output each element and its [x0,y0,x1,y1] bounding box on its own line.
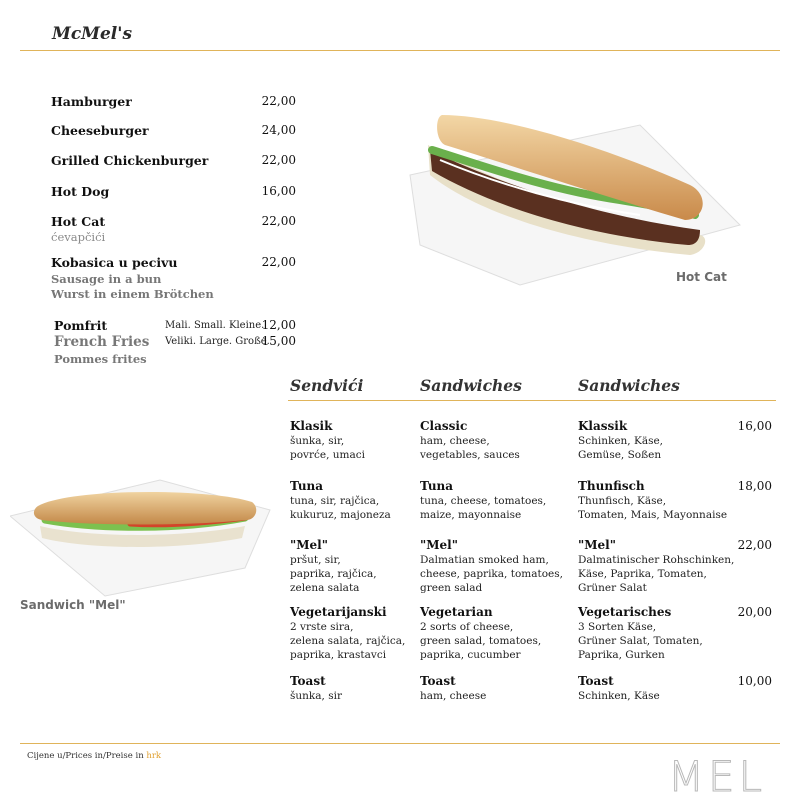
sandwich-desc-hr: šunka, sir, povrće, umaci [290,435,365,461]
footer-note-text: Cijene u/Prices in/Preise in [27,751,147,761]
sandwich-desc-en: ham, cheese, vegetables, sauces [420,435,520,461]
hot-cat-caption: Hot Cat [676,270,727,284]
sandwich-name-en: Vegetarian [420,605,493,619]
fries-name: Pomfrit [54,318,108,333]
sandwich-name-en: Tuna [420,479,454,493]
burger-item-name: Cheeseburger [51,123,149,138]
sandwich-name-de: Thunfisch [578,479,645,493]
sandwich-price: 18,00 [737,479,772,493]
sandwich-desc-en: ham, cheese [420,690,487,702]
sandwich-name-hr: Klasik [290,419,333,433]
sandwich-desc-de: Thunfisch, Käse, Tomaten, Mais, Mayonnaise [578,495,728,521]
burger-item-price: 22,00 [261,153,296,167]
header-english: Sandwiches [420,376,522,395]
sandwich-price: 16,00 [737,419,772,433]
burger-item-subtitle: ćevapčići [51,230,106,244]
burger-item-price: 22,00 [261,94,296,108]
fries-alt-en: French Fries [54,334,150,350]
burger-item-name: Hot Cat [51,214,106,229]
sandwich-mel-caption: Sandwich "Mel" [20,598,126,612]
sandwich-desc-en: Dalmatian smoked ham, cheese, paprika, tomatoes, green salad [420,554,563,594]
burger-item-name: Grilled Chickenburger [51,153,209,168]
sandwich-price: 20,00 [737,605,772,619]
burger-item-subtitle: Sausage in a bun [51,272,162,286]
sandwich-desc-hr: pršut, sir, paprika, rajčica, zelena salata [290,554,377,594]
mel-logo: MEL [667,752,766,801]
sandwich-desc-en: tuna, cheese, tomatoes, maize, mayonnaise [420,495,547,521]
sandwich-name-de: "Mel" [578,538,616,552]
fries-size-large: Veliki. Large. Große. [165,336,270,347]
header-german: Sandwiches [578,376,680,395]
footer-divider [20,743,780,744]
burger-item-price: 24,00 [261,123,296,137]
header-croatian: Sendvići [290,376,364,395]
sandwich-desc-en: 2 sorts of cheese, green salad, tomatoes, paprika, cucumber [420,621,542,661]
header-divider [20,50,780,51]
burger-item-price: 22,00 [261,255,296,269]
sandwich-name-de: Toast [578,674,614,688]
burger-item-name: Hot Dog [51,184,110,199]
burger-item-subtitle: Wurst in einem Brötchen [51,287,214,301]
burger-item-name: Kobasica u pecivu [51,255,178,270]
sandwich-name-de: Klassik [578,419,628,433]
sandwich-price: 10,00 [737,674,772,688]
sandwich-name-de: Vegetarisches [578,605,672,619]
burger-item-price: 16,00 [261,184,296,198]
hot-cat-photo [400,105,750,295]
sandwich-mel-photo [10,478,275,598]
footer-price-note [27,751,161,761]
sandwich-name-en: Classic [420,419,468,433]
burger-item-price: 22,00 [261,214,296,228]
sandwich-divider [288,400,776,401]
fries-size-small: Mali. Small. Kleine. [165,320,265,331]
fries-price-large: 15,00 [261,334,296,348]
fries-alt-de: Pommes frites [54,352,147,366]
sandwich-desc-hr: šunka, sir [290,690,342,702]
sandwich-desc-hr: 2 vrste sira, zelena salata, rajčica, paprika, krastavci [290,621,406,661]
sandwich-name-hr: Toast [290,674,326,688]
sandwich-name-hr: Tuna [290,479,324,493]
sandwich-price: 22,00 [737,538,772,552]
sandwich-name-hr: Vegetarijanski [290,605,387,619]
sandwich-desc-de: Dalmatinischer Rohschinken, Käse, Paprika, Tomaten, Grüner Salat [578,554,735,594]
footer-currency: hrk [146,751,162,761]
burger-item-name: Hamburger [51,94,132,109]
sandwich-desc-de: 3 Sorten Käse, Grüner Salat, Tomaten, Paprika, Gurken [578,621,703,661]
sandwich-name-hr: "Mel" [290,538,328,552]
sandwich-desc-hr: tuna, sir, rajčica, kukuruz, majoneza [290,495,391,521]
fries-price-small: 12,00 [261,318,296,332]
sandwich-name-en: Toast [420,674,456,688]
sandwich-desc-de: Schinken, Käse [578,690,660,702]
sandwich-desc-de: Schinken, Käse, Gemüse, Soßen [578,435,664,461]
brand-title: McMel's [52,24,133,44]
sandwich-name-en: "Mel" [420,538,458,552]
